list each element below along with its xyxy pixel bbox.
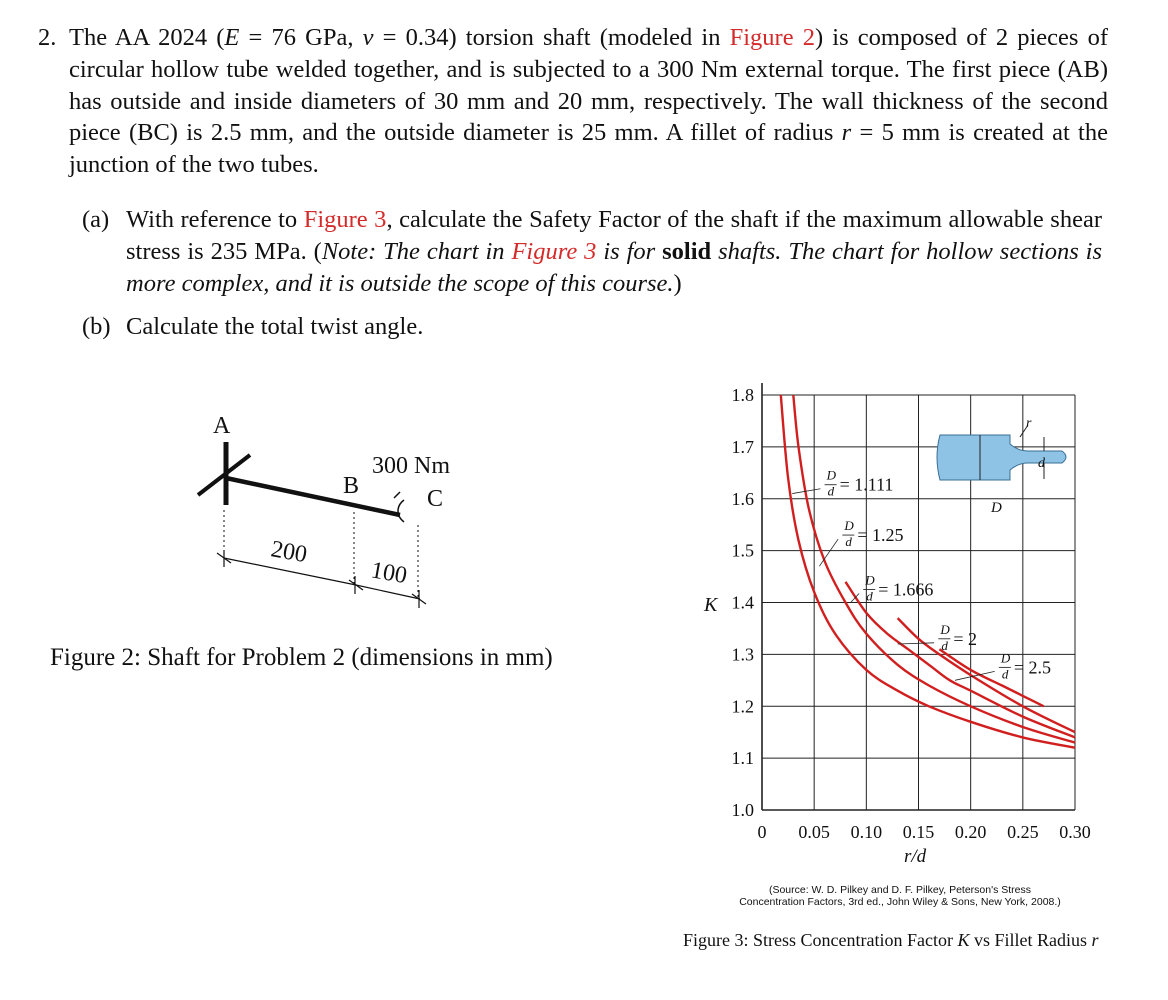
figure3-link[interactable]: Figure 3	[303, 206, 387, 233]
var-K: K	[957, 930, 970, 950]
part-b-label: (b)	[82, 313, 111, 340]
var-r: r	[841, 119, 852, 147]
x-axis-label: r/d	[904, 846, 927, 867]
text-span: ) is composed of 2 pieces of circular hollow tube welded together, and is subjected to a 300 Nm external torque. The first piece (AB) has outside and inside diameters of 30 mm and 20 mm, respectively. The wall thickness of the second piece (BC) is 2.5 mm, and the outside diameter is 25 mm. A fillet of radius	[69, 24, 1109, 147]
label-leader	[898, 643, 935, 644]
label-frac-D: D	[826, 467, 836, 483]
part-b	[82, 311, 1102, 343]
label-frac-d: d	[941, 637, 948, 653]
text-span: With reference to	[126, 206, 304, 233]
series-label-1.25: = 1.25	[857, 525, 904, 546]
chart-series	[781, 395, 1075, 748]
x-tick-label: 0.30	[1059, 822, 1091, 842]
series-label-2: = 2	[953, 628, 977, 649]
x-tick-label: 0	[757, 822, 767, 842]
part-b-text: Calculate the total twist angle.	[126, 313, 424, 340]
var-r-caption: r	[1091, 930, 1099, 950]
label-frac-d: d	[845, 534, 852, 550]
text-span: )	[673, 269, 682, 297]
source-line-1: (Source: W. D. Pilkey and D. F. Pilkey, Peterson's Stress	[768, 884, 1032, 896]
label-frac-d: d	[1001, 666, 1009, 682]
x-tick-label: 0.25	[1007, 822, 1039, 842]
figure2-link[interactable]: Figure 2	[729, 24, 815, 51]
figure3-caption	[683, 930, 1099, 951]
inset-label-D: D	[991, 500, 1002, 516]
inset-label-d: d	[1038, 456, 1045, 471]
series-label-1.666: = 1.666	[878, 579, 934, 600]
label-frac-D: D	[1000, 650, 1011, 666]
label-frac-d: d	[827, 483, 835, 499]
label-C: C	[427, 486, 444, 512]
label-frac-d: d	[866, 588, 873, 604]
y-tick-label: 1.8	[731, 385, 754, 405]
x-tick-label: 0.20	[954, 822, 987, 842]
text-span: = 0.34) torsion shaft (modeled in	[373, 24, 730, 51]
y-tick-label: 1.4	[731, 592, 754, 613]
figure2-shaft-diagram	[180, 400, 490, 620]
label-frac-D: D	[865, 572, 875, 588]
label-dim-AB: 200	[268, 536, 309, 569]
text-span: shafts. The chart for hollow sections is more complex, and it is outside the scope of this course.	[126, 237, 1102, 297]
inset-shaft-shape	[937, 435, 1066, 480]
label-B: B	[343, 473, 360, 499]
text-span: The AA 2024 (	[69, 24, 225, 51]
figure3-chart	[690, 375, 1110, 875]
text-span: is for	[596, 237, 663, 265]
text-span: = 5 mm is created at the junction of the two tubes.	[69, 119, 1108, 179]
text-span: Figure 3: Stress Concentration Factor	[683, 930, 958, 950]
label-A: A	[213, 413, 231, 439]
torque-arrow-icon	[394, 492, 400, 498]
series-label-2.5: = 2.5	[1013, 657, 1051, 678]
var-nu: ν	[362, 24, 374, 51]
series-label-1.111: = 1.111	[839, 474, 894, 495]
part-a	[82, 204, 1102, 299]
label-torque: 300 Nm	[372, 453, 450, 479]
figure2-caption: Figure 2: Shaft for Problem 2 (dimensions in mm)	[50, 644, 553, 671]
torque-arc	[398, 500, 404, 522]
note-bold: solid	[662, 237, 712, 265]
x-tick-label: 0.15	[902, 822, 935, 842]
figure3-source	[730, 884, 1070, 908]
y-tick-label: 1.0	[731, 800, 754, 820]
source-line-2: Concentration Factors, 3rd ed., John Wiley & Sons, New York, 2008.)	[739, 896, 1061, 908]
dim-tick	[349, 580, 363, 590]
part-a-label: (a)	[82, 206, 110, 233]
series-line-1.111	[781, 395, 1075, 748]
inset-shaft-illustration	[937, 416, 1066, 516]
label-dim-BC: 100	[368, 557, 409, 590]
x-tick-label: 0.05	[798, 822, 830, 842]
y-tick-label: 1.3	[731, 644, 754, 665]
inset-label-r: r	[1026, 416, 1032, 431]
y-tick-label: 1.7	[731, 436, 754, 457]
var-E: E	[224, 24, 240, 51]
label-frac-D: D	[844, 518, 854, 534]
text-span: Note: The chart in	[321, 237, 512, 265]
text-span: = 76 GPa,	[239, 24, 363, 51]
y-tick-label: 1.2	[731, 696, 754, 717]
label-frac-D: D	[940, 621, 950, 637]
x-tick-label: 0.10	[850, 822, 883, 842]
y-tick-label: 1.5	[731, 540, 754, 561]
dim-line-BC	[356, 585, 420, 599]
problem-number: 2.	[38, 24, 57, 51]
problem-statement	[38, 22, 1108, 181]
part-a-text	[126, 204, 1102, 299]
problem-body	[69, 22, 1108, 181]
y-tick-label: 1.6	[731, 488, 754, 509]
y-axis-label: K	[704, 594, 718, 616]
text-span: , calculate the Safety Factor of the shaft if the maximum allowable shear stress is 235 MPa. (	[126, 206, 1102, 265]
text-span: vs Fillet Radius	[969, 930, 1092, 950]
figure3-link-note[interactable]: Figure 3	[511, 237, 597, 265]
shaft-line	[226, 478, 400, 515]
y-tick-label: 1.1	[731, 748, 754, 769]
